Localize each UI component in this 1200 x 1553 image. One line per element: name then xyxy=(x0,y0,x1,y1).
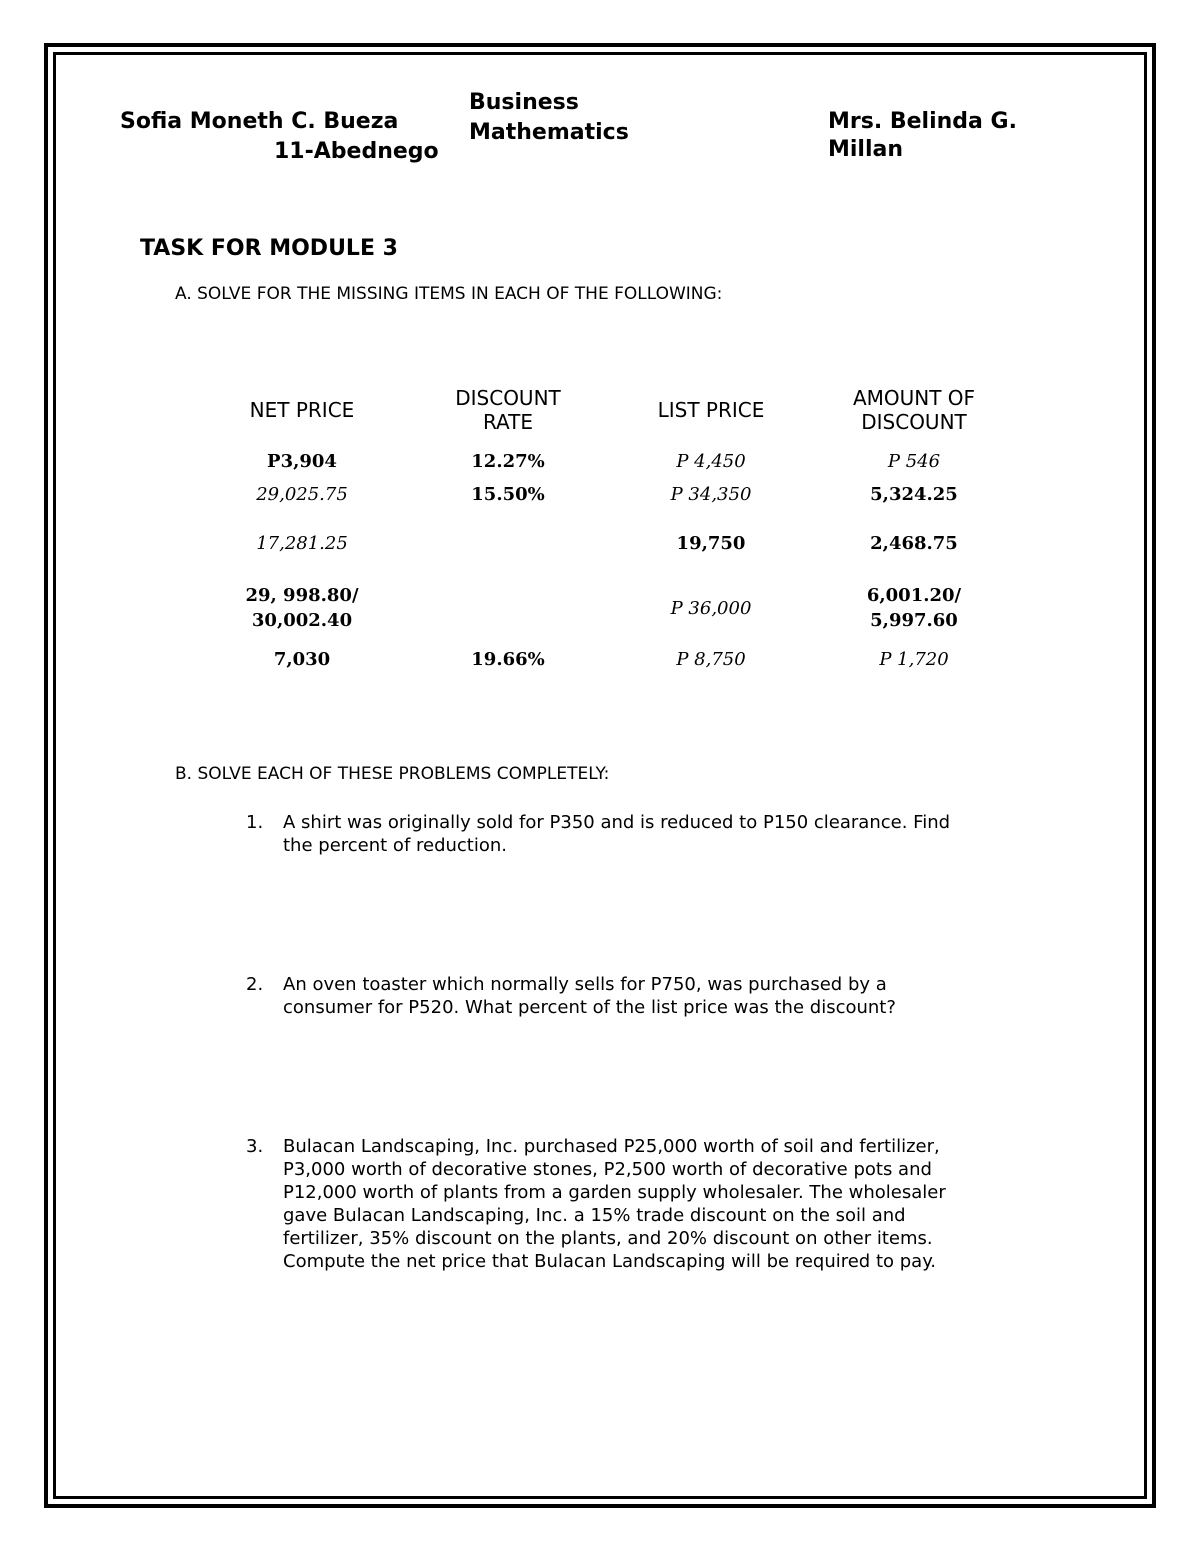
student-name: Sofia Moneth C. Bueza xyxy=(120,109,399,134)
col-header-list-price xyxy=(621,398,801,422)
teacher-line-2: Millan xyxy=(828,137,904,162)
row2-list-price: P 34,350 xyxy=(670,484,752,505)
row1-amount-of-discount: P 546 xyxy=(887,451,941,472)
row4-list-price: P 36,000 xyxy=(670,598,752,619)
subject-line-1: Business xyxy=(469,90,579,115)
problem-3-line: gave Bulacan Landscaping, Inc. a 15% trade discount on the soil and xyxy=(283,1205,906,1226)
problem-1-number: 1. xyxy=(246,812,264,833)
row3-net-price: 17,281.25 xyxy=(256,533,348,554)
row4-net-price-line2: 30,002.40 xyxy=(251,610,353,631)
row4-net-price-line1: 29, 998.80/ xyxy=(245,585,359,606)
row4-amount-of-discount xyxy=(824,583,1004,633)
row1-list-price: P 4,450 xyxy=(676,451,746,472)
row5-net-price: 7,030 xyxy=(273,649,331,670)
part-a-instruction: A. SOLVE FOR THE MISSING ITEMS IN EACH OF THE FOLLOWING: xyxy=(175,284,723,304)
problem-3-text xyxy=(283,1135,946,1273)
task-title: TASK FOR MODULE 3 xyxy=(140,236,398,261)
row5-discount-rate: 19.66% xyxy=(471,649,545,670)
row5-list-price: P 8,750 xyxy=(676,649,746,670)
row1-net-price: P3,904 xyxy=(267,451,337,472)
row4-net-price xyxy=(212,583,392,633)
problem-2-line: An oven toaster which normally sells for P750, was purchased by a xyxy=(283,974,887,995)
part-b-instruction: B. SOLVE EACH OF THESE PROBLEMS COMPLETELY: xyxy=(175,764,610,784)
col-header-discount-rate xyxy=(418,386,598,434)
col-header-net-price xyxy=(212,398,392,422)
problem-3-line: fertilizer, 35% discount on the plants, and 20% discount on other items. xyxy=(283,1228,933,1249)
row2-net-price: 29,025.75 xyxy=(256,484,348,505)
row3-list-price: 19,750 xyxy=(676,533,746,554)
problem-3-line: Bulacan Landscaping, Inc. purchased P25,000 worth of soil and fertilizer, xyxy=(283,1136,940,1157)
col-header-amount-line1: AMOUNT OF xyxy=(852,386,976,410)
problem-3-line: P3,000 worth of decorative stones, P2,500 worth of decorative pots and xyxy=(283,1159,932,1180)
problem-2-number: 2. xyxy=(246,974,264,995)
problem-1-line: the percent of reduction. xyxy=(283,835,508,856)
row2-discount-rate: 15.50% xyxy=(471,484,545,505)
row4-amount-line2: 5,997.60 xyxy=(870,610,958,631)
subject-line-2: Mathematics xyxy=(469,120,629,145)
problem-3-number: 3. xyxy=(246,1136,264,1157)
row4-amount-line1: 6,001.20/ xyxy=(866,585,962,606)
problem-3-line: Compute the net price that Bulacan Landscaping will be required to pay. xyxy=(283,1251,937,1272)
row5-amount-of-discount: P 1,720 xyxy=(879,649,949,670)
col-header-list-price-line1: LIST PRICE xyxy=(657,398,765,422)
row3-amount-of-discount: 2,468.75 xyxy=(870,533,958,554)
col-header-amount-line2: DISCOUNT xyxy=(861,410,967,434)
row1-discount-rate: 12.27% xyxy=(471,451,545,472)
row2-amount-of-discount: 5,324.25 xyxy=(870,484,958,505)
problem-2-line: consumer for P520. What percent of the list price was the discount? xyxy=(283,997,896,1018)
col-header-discount-rate-line1: DISCOUNT xyxy=(455,386,561,410)
problem-3-line: P12,000 worth of plants from a garden supply wholesaler. The wholesaler xyxy=(283,1182,946,1203)
col-header-amount-of-discount xyxy=(824,386,1004,434)
col-header-net-price-line1: NET PRICE xyxy=(249,398,355,422)
section: 11-Abednego xyxy=(274,139,439,164)
teacher-line-1: Mrs. Belinda G. xyxy=(828,109,1017,134)
problem-2-text xyxy=(283,973,896,1019)
col-header-discount-rate-line2: RATE xyxy=(482,410,534,434)
problem-1-text xyxy=(283,811,950,857)
problem-1-line: A shirt was originally sold for P350 and is reduced to P150 clearance. Find xyxy=(283,812,951,833)
